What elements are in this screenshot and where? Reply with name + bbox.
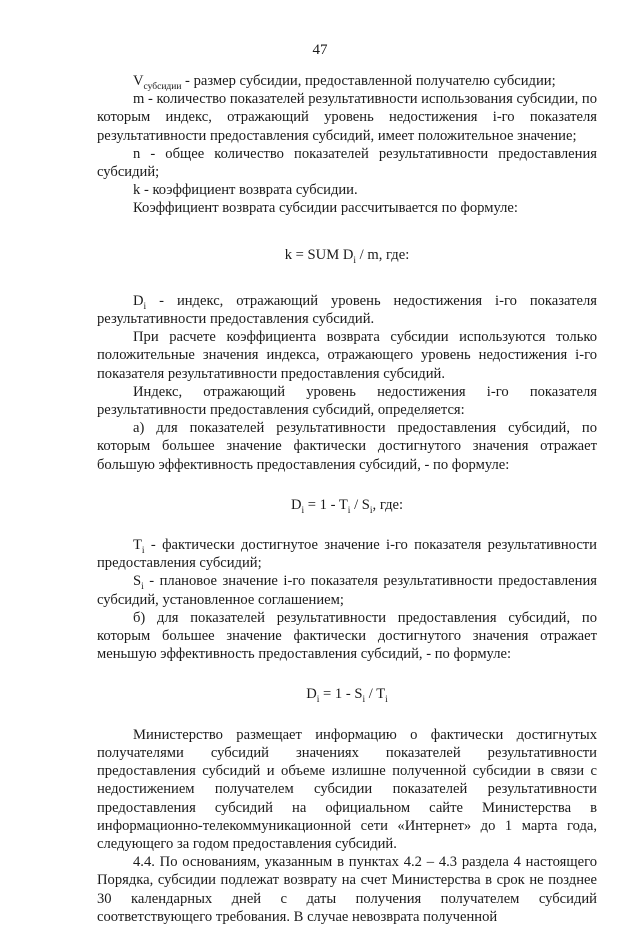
paragraph-4-4: 4.4. По основаниям, указанным в пунктах 4.2 – 4.3 раздела 4 настоящего Порядка, субсидии подлежат возврату на счет Министерства в срок не позднее 30 календарных дней с даты получения получателем субсидий соответствующего требования. В случае невозврата полученной [97,854,597,925]
formula-k [97,246,597,264]
paragraph-positive-values: При расчете коэффициента возврата субсидии используются только положительные значения индекса, отражающего уровень недостижения i-го показателя результативности предоставления субсидий. [97,329,597,382]
formula-b-s-sub: i [362,695,366,706]
formula-k-sub: i [353,255,357,266]
item-b: б) для показателей результативности предоставления субсидий, по которым большее значение фактически достигнутого значения отражает меньшую эффективность предоставления субсидий, - по формуле: [97,609,597,663]
symbol-t: T [133,537,142,554]
symbol-d: D [133,292,144,309]
formula-a-mid2: / S [350,496,370,513]
formula-k-pre: k = SUM D [284,246,354,263]
definition-si [97,572,597,608]
formula-a-post: , где: [372,496,404,513]
definition-k: k - коэффициент возврата субсидии. [133,182,358,199]
k-formula-intro: Коэффициент возврата субсидии рассчитывается по формуле: [133,200,518,217]
formula-k-post: / m, где: [356,246,410,263]
formula-a-d: D [290,496,302,513]
formula-b [97,685,597,706]
symbol-d-subscript: i [143,301,147,312]
definition-ti-text: - фактически достигнутое значение i-го показателя результативности предоставления субсидий; [97,537,597,572]
formula-b-t-sub: i [385,695,388,706]
symbol-s-subscript: i [141,582,144,593]
definition-ti [97,536,597,572]
document-body [97,72,597,926]
formula-b-d-sub: i [316,695,320,706]
definition-n: n - общее количество показателей результативности предоставления субсидий; [97,145,597,181]
symbol-v: V [133,73,144,89]
formula-a-s-sub: i [369,505,373,516]
definition-si-text: - плановое значение i-го показателя результативности предоставления субсидий, установленное соглашением; [97,573,597,608]
formula-a-mid1: = 1 - T [304,496,348,513]
definition-di [97,292,597,328]
formula-b-d: D [306,686,317,703]
formula-b-mid2: / T [365,686,386,703]
formula-b-mid1: = 1 - S [319,686,363,703]
symbol-t-subscript: i [141,545,145,556]
definition-di-text: - индекс, отражающий уровень недостижения i-го показателя результативности предоставления субсидий. [97,292,597,328]
item-a: а) для показателей результативности предоставления субсидий, по которым большее значение фактически достигнутого значения отражает большую эффективность предоставления субсидий, - по формуле: [97,420,597,473]
symbol-v-subscript: субсидии [143,81,182,92]
definition-v [97,72,597,90]
formula-a-d-sub: i [301,505,305,516]
formula-a [97,496,597,514]
definition-v-text: - размер субсидии, предоставленной получателю субсидии; [181,73,556,89]
paragraph-ministry: Министерство размещает информацию о фактически достигнутых получателями субсидий значениях показателей результативности предоставления субсидий и объеме излишне полученной субсидии в связи с недостижением получателем субсидии показателей результативности предоставления субсидий на официальном сайте Министерства в информационно-телекоммуникационной сети «Интернет» до 1 марта года, следующего за годом предоставления субсидий. [97,726,597,852]
definition-m: m - количество показателей результативности использования субсидии, по которым индекс, отражающий уровень недостижения i-го показателя результативности предоставления субсидий, имеет положительное значение; [97,91,598,144]
paragraph-index: Индекс, отражающий уровень недостижения i-го показателя результативности предоставления субсидий, определяется: [97,383,597,419]
page-number: 47 [312,42,328,58]
symbol-s: S [133,573,142,590]
formula-a-t-sub: i [347,505,351,516]
